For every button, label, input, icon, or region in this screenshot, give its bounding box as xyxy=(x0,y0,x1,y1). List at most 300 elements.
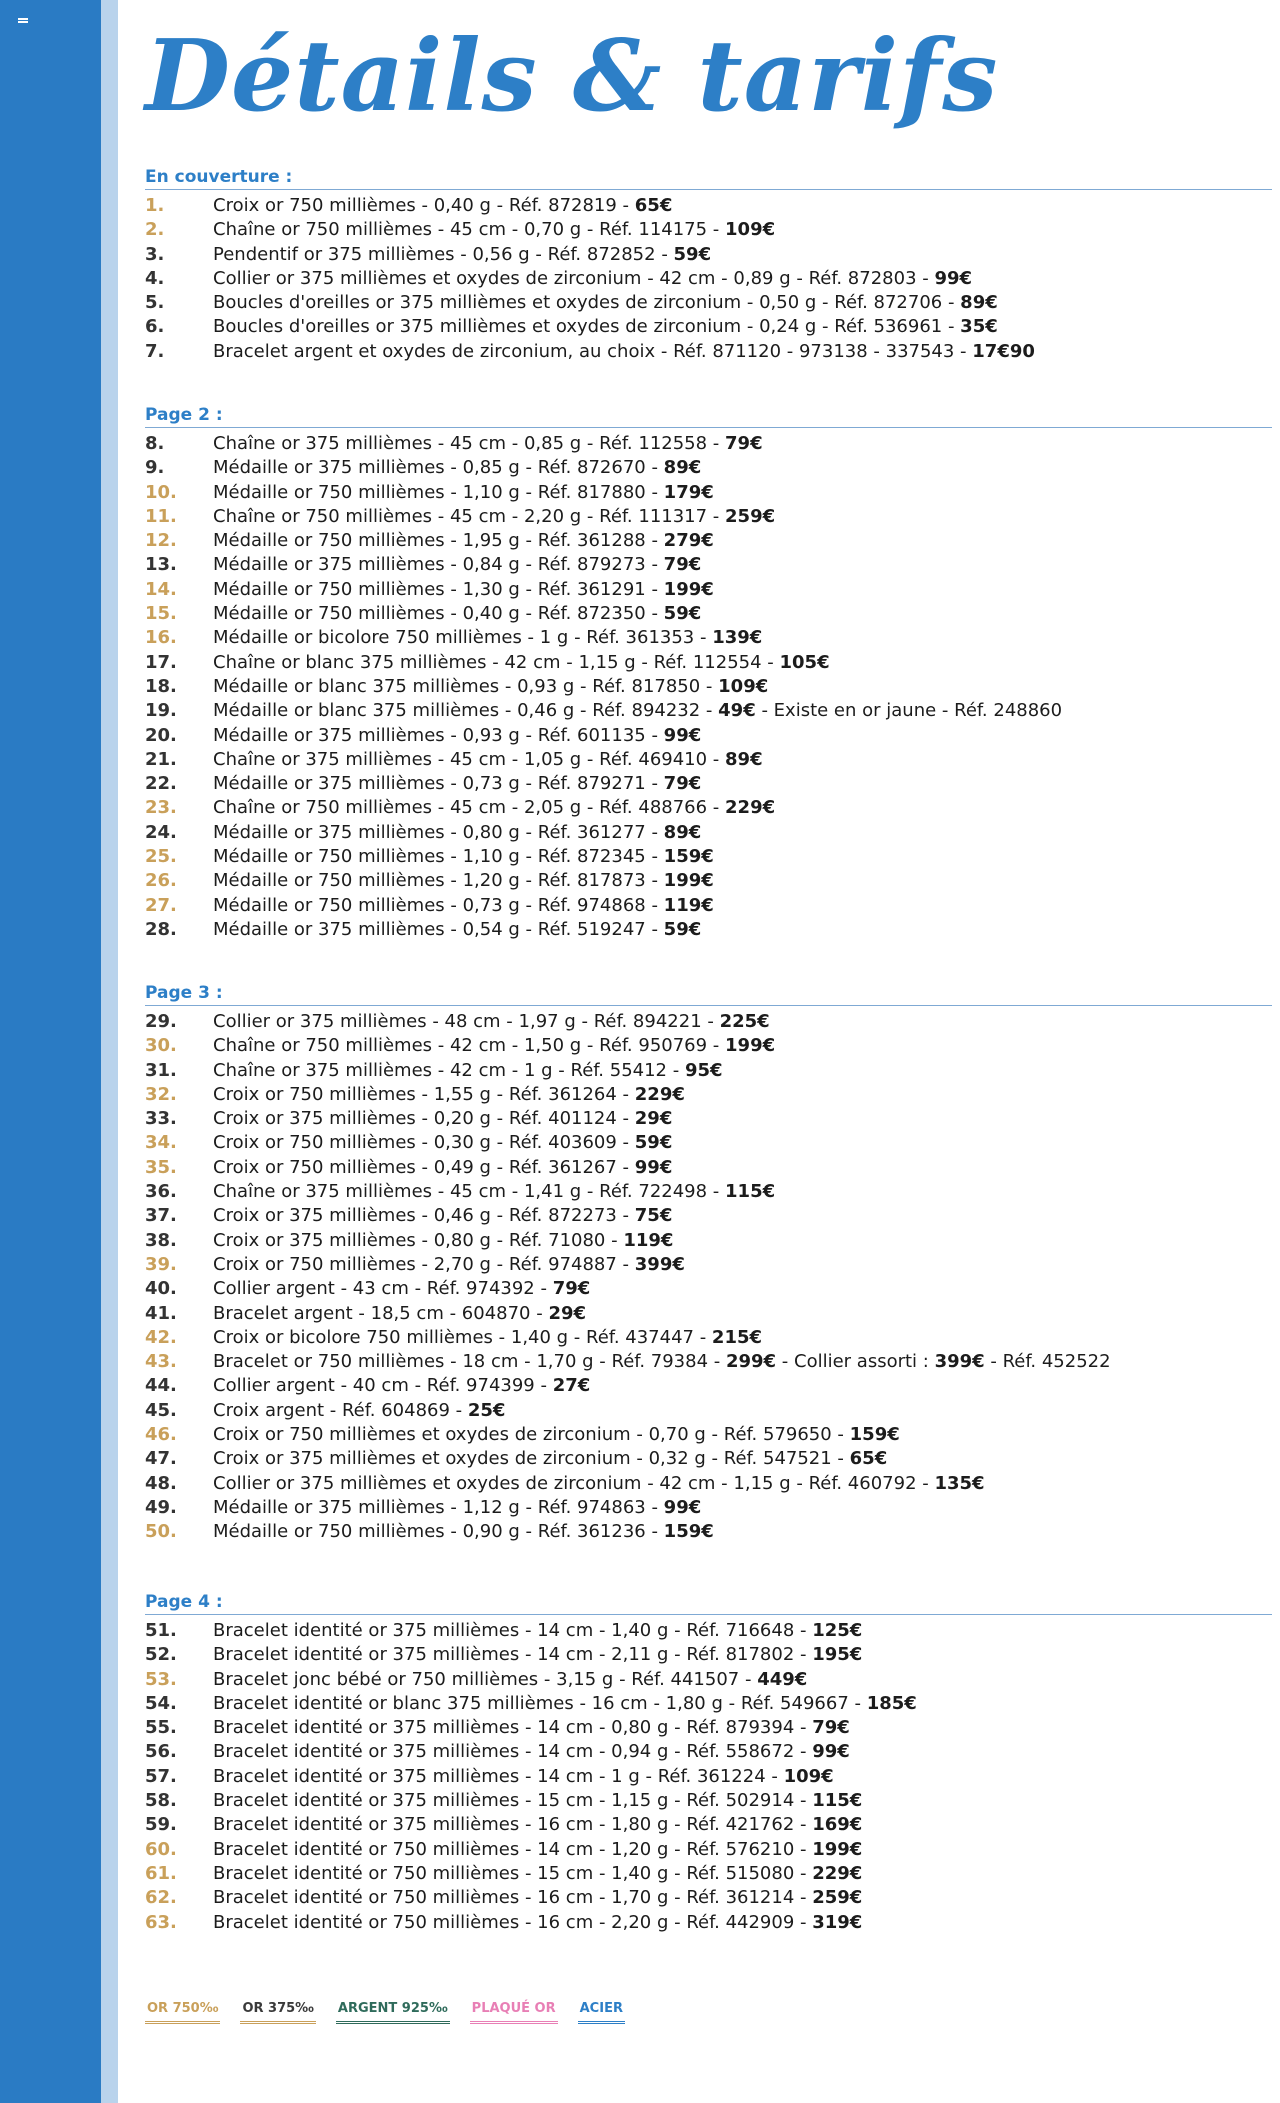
item-number: 58. xyxy=(145,1790,177,1812)
item-number: 48. xyxy=(145,1472,177,1494)
list-item xyxy=(145,1204,1272,1228)
item-number: 47. xyxy=(145,1448,177,1470)
list-item xyxy=(145,724,1272,748)
list-item xyxy=(145,1643,1272,1667)
item-text: Médaille or bicolore 750 millièmes - 1 g - Réf. 361353 - xyxy=(213,627,713,649)
item-description xyxy=(213,291,998,315)
item-text: Médaille or 750 millièmes - 1,10 g - Réf. 872345 - xyxy=(213,846,664,868)
item-description xyxy=(213,1813,862,1837)
item-price: 179€ xyxy=(663,481,714,503)
item-text: Médaille or 375 millièmes - 1,12 g - Réf. 974863 - xyxy=(213,1496,664,1518)
item-price: 225€ xyxy=(719,1011,770,1032)
item-number: 42. xyxy=(145,1326,177,1348)
item-price: 229€ xyxy=(634,1083,685,1105)
item-number: 57. xyxy=(145,1765,177,1787)
item-description xyxy=(213,1789,862,1813)
item-description xyxy=(213,481,714,505)
item-text: Croix or 375 millièmes - 0,46 g - Réf. 872273 - xyxy=(213,1205,635,1227)
item-description xyxy=(213,1668,807,1692)
item-number: 37. xyxy=(145,1205,177,1227)
item-text: Bracelet identité or 375 millièmes - 14 cm - 0,94 g - Réf. 558672 - xyxy=(213,1741,813,1763)
item-text: Bracelet identité or 375 millièmes - 16 cm - 1,80 g - Réf. 421762 - xyxy=(213,1814,813,1836)
list-item xyxy=(145,1472,1272,1496)
item-description xyxy=(213,1716,850,1740)
section-page-4 xyxy=(145,1591,1272,1935)
item-text: Médaille or 375 millièmes - 0,85 g - Réf. 872670 - xyxy=(213,457,664,479)
item-text: Chaîne or 750 millièmes - 45 cm - 2,20 g - Réf. 111317 - xyxy=(213,505,726,527)
item-text: Médaille or 375 millièmes - 0,73 g - Réf. 879271 - xyxy=(213,773,664,795)
item-number: 26. xyxy=(145,870,177,892)
item-text: Chaîne or blanc 375 millièmes - 42 cm - 1,15 g - Réf. 112554 - xyxy=(213,651,780,673)
item-number: 41. xyxy=(145,1302,177,1324)
item-text: Médaille or 750 millièmes - 1,95 g - Réf. 361288 - xyxy=(213,530,664,552)
item-number: 59. xyxy=(145,1814,177,1836)
item-text: Médaille or blanc 375 millièmes - 0,93 g - Réf. 817850 - xyxy=(213,675,719,697)
list-item xyxy=(145,1911,1272,1935)
item-text: Croix or 750 millièmes et oxydes de zirconium - 0,70 g - Réf. 579650 - xyxy=(213,1424,850,1446)
item-number: 35. xyxy=(145,1156,177,1178)
list-item xyxy=(145,1253,1272,1277)
item-text: Bracelet argent - 18,5 cm - 604870 - xyxy=(213,1302,549,1324)
list-item xyxy=(145,1423,1272,1447)
item-price: 29€ xyxy=(548,1302,587,1324)
item-number: 43. xyxy=(145,1351,177,1373)
list-item xyxy=(145,626,1272,650)
item-description xyxy=(213,194,672,218)
list-item xyxy=(145,796,1272,820)
item-text: Bracelet identité or 750 millièmes - 14 cm - 1,20 g - Réf. 576210 - xyxy=(213,1838,813,1860)
item-text: Croix or 750 millièmes - 1,55 g - Réf. 361264 - xyxy=(213,1083,635,1105)
item-number: 1. xyxy=(145,195,165,216)
item-price: 27€ xyxy=(552,1375,591,1397)
list-item xyxy=(145,553,1272,577)
list-item xyxy=(145,1083,1272,1107)
item-description xyxy=(213,772,701,796)
item-text: Collier argent - 40 cm - Réf. 974399 - xyxy=(213,1375,553,1397)
item-number: 29. xyxy=(145,1011,177,1032)
item-price: 229€ xyxy=(725,797,776,819)
item-price: 89€ xyxy=(960,292,998,314)
item-price: 115€ xyxy=(725,1181,776,1203)
item-number: 33. xyxy=(145,1108,177,1130)
item-description xyxy=(213,748,763,772)
item-number: 36. xyxy=(145,1181,177,1203)
item-text: Bracelet identité or 750 millièmes - 16 cm - 2,20 g - Réf. 442909 - xyxy=(213,1911,813,1933)
item-number: 23. xyxy=(145,797,177,819)
item-description xyxy=(213,724,701,748)
item-number: 50. xyxy=(145,1521,177,1543)
item-description xyxy=(213,1619,862,1643)
item-price: 65€ xyxy=(849,1448,888,1470)
item-number: 17. xyxy=(145,651,177,673)
item-description xyxy=(213,1253,685,1277)
legend-badge-or750: OR 750‰ xyxy=(145,1999,220,2024)
item-description xyxy=(213,699,1062,723)
item-text: Pendentif or 375 millièmes - 0,56 g - Réf. 872852 - xyxy=(213,243,674,265)
item-text: Médaille or 750 millièmes - 1,30 g - Réf. 361291 - xyxy=(213,578,664,600)
item-number: 15. xyxy=(145,603,177,625)
item-description xyxy=(213,1229,673,1253)
item-price: 199€ xyxy=(812,1838,863,1860)
section-page-2 xyxy=(145,404,1272,942)
item-price: 65€ xyxy=(634,195,673,216)
item-price: 259€ xyxy=(725,505,776,527)
item-text: Médaille or 750 millièmes - 1,20 g - Réf. 817873 - xyxy=(213,870,664,892)
item-extra-price: 399€ xyxy=(934,1351,985,1373)
item-price: 99€ xyxy=(663,724,702,746)
item-list xyxy=(145,432,1272,942)
item-text: Croix or 375 millièmes - 0,80 g - Réf. 71080 - xyxy=(213,1229,624,1251)
item-text: Croix or 750 millièmes - 0,30 g - Réf. 403609 - xyxy=(213,1132,635,1154)
item-price: 195€ xyxy=(812,1644,863,1666)
list-item xyxy=(145,1520,1272,1544)
item-price: 399€ xyxy=(634,1253,685,1275)
item-description xyxy=(213,1886,862,1910)
item-number: 20. xyxy=(145,724,177,746)
item-text: Chaîne or 750 millièmes - 42 cm - 1,50 g - Réf. 950769 - xyxy=(213,1035,726,1057)
item-text: Croix or 750 millièmes - 0,49 g - Réf. 361267 - xyxy=(213,1156,635,1178)
list-item xyxy=(145,267,1272,291)
item-description xyxy=(213,1862,862,1886)
item-number: 44. xyxy=(145,1375,177,1397)
list-item xyxy=(145,456,1272,480)
side-band xyxy=(0,0,101,2103)
item-price: 17€90 xyxy=(972,340,1035,362)
item-text: Médaille or 750 millièmes - 0,40 g - Réf. 872350 - xyxy=(213,603,664,625)
item-text: Chaîne or 375 millièmes - 45 cm - 1,41 g - Réf. 722498 - xyxy=(213,1181,726,1203)
legend-badge-argent: ARGENT 925‰ xyxy=(336,1999,450,2024)
item-price: 79€ xyxy=(663,554,702,576)
item-description xyxy=(213,651,830,675)
item-price: 109€ xyxy=(718,675,769,697)
item-description xyxy=(213,1131,672,1155)
item-price: 279€ xyxy=(663,530,714,552)
item-description xyxy=(213,340,1035,364)
item-number: 55. xyxy=(145,1717,177,1739)
list-item xyxy=(145,699,1272,723)
item-number: 49. xyxy=(145,1496,177,1518)
item-description xyxy=(213,1374,590,1398)
item-price: 259€ xyxy=(812,1887,863,1909)
item-text: Croix or 375 millièmes et oxydes de zirconium - 0,32 g - Réf. 547521 - xyxy=(213,1448,850,1470)
list-item xyxy=(145,772,1272,796)
item-description xyxy=(213,918,701,942)
item-number: 54. xyxy=(145,1692,177,1714)
list-item xyxy=(145,578,1272,602)
item-price: 105€ xyxy=(779,651,830,673)
item-price: 159€ xyxy=(663,1521,714,1543)
list-item xyxy=(145,1107,1272,1131)
item-number: 40. xyxy=(145,1278,177,1300)
list-item xyxy=(145,918,1272,942)
item-text: Chaîne or 375 millièmes - 45 cm - 0,85 g - Réf. 112558 - xyxy=(213,433,726,454)
item-price: 79€ xyxy=(812,1717,850,1739)
section-heading: Page 4 : xyxy=(145,1591,1272,1615)
list-item xyxy=(145,194,1272,218)
item-description xyxy=(213,626,762,650)
item-description xyxy=(213,1302,586,1326)
item-description xyxy=(213,315,998,339)
item-text: Bracelet identité or 375 millièmes - 14 cm - 0,80 g - Réf. 879394 - xyxy=(213,1717,813,1739)
item-text: Bracelet identité or 375 millièmes - 15 cm - 1,15 g - Réf. 502914 - xyxy=(213,1790,813,1812)
item-text: Médaille or 375 millièmes - 0,54 g - Réf. 519247 - xyxy=(213,918,664,940)
item-description xyxy=(213,578,714,602)
item-number: 51. xyxy=(145,1620,177,1641)
item-text: Bracelet identité or 375 millièmes - 14 cm - 2,11 g - Réf. 817802 - xyxy=(213,1644,813,1666)
item-price: 79€ xyxy=(552,1278,591,1300)
item-price: 35€ xyxy=(960,316,998,338)
item-description xyxy=(213,1326,762,1350)
item-number: 52. xyxy=(145,1644,177,1666)
item-price: 99€ xyxy=(934,267,973,289)
item-price: 159€ xyxy=(663,846,714,868)
page-title: Détails & tarifs xyxy=(145,19,999,134)
item-number: 7. xyxy=(145,340,165,362)
item-description xyxy=(213,894,714,918)
item-description xyxy=(213,1765,834,1789)
list-item xyxy=(145,1740,1272,1764)
legend-badge-or375: OR 375‰ xyxy=(240,1999,315,2024)
item-number: 24. xyxy=(145,821,177,843)
item-text: Chaîne or 375 millièmes - 42 cm - 1 g - Réf. 55412 - xyxy=(213,1059,685,1081)
list-item xyxy=(145,505,1272,529)
item-description xyxy=(213,553,701,577)
item-description xyxy=(213,1447,887,1471)
item-text: Bracelet argent et oxydes de zirconium, au choix - Réf. 871120 - 973138 - 337543 - xyxy=(213,340,973,362)
section-heading: Page 2 : xyxy=(145,404,1272,428)
item-text: Boucles d'oreilles or 375 millièmes et oxydes de zirconium - 0,24 g - Réf. 536961 - xyxy=(213,316,961,338)
item-list xyxy=(145,1619,1272,1935)
item-text: Croix or 375 millièmes - 0,20 g - Réf. 401124 - xyxy=(213,1108,635,1130)
item-text: Chaîne or 750 millièmes - 45 cm - 0,70 g - Réf. 114175 - xyxy=(213,219,726,241)
item-number: 22. xyxy=(145,773,177,795)
item-description xyxy=(213,243,711,267)
item-number: 21. xyxy=(145,748,177,770)
list-item xyxy=(145,1862,1272,1886)
item-number: 63. xyxy=(145,1911,177,1933)
item-text: Collier or 375 millièmes - 48 cm - 1,97 g - Réf. 894221 - xyxy=(213,1011,720,1032)
item-text: Bracelet jonc bébé or 750 millièmes - 3,15 g - Réf. 441507 - xyxy=(213,1668,758,1690)
list-item xyxy=(145,1886,1272,1910)
item-description xyxy=(213,821,701,845)
metal-legend xyxy=(145,1999,645,2027)
item-price: 449€ xyxy=(757,1668,808,1690)
item-description xyxy=(213,1423,900,1447)
item-number: 56. xyxy=(145,1741,177,1763)
list-item xyxy=(145,1447,1272,1471)
list-item xyxy=(145,1156,1272,1180)
item-description xyxy=(213,675,768,699)
item-price: 79€ xyxy=(663,773,702,795)
item-text: Boucles d'oreilles or 375 millièmes et oxydes de zirconium - 0,50 g - Réf. 872706 - xyxy=(213,292,961,314)
item-description xyxy=(213,1472,985,1496)
list-item xyxy=(145,340,1272,364)
item-price: 299€ xyxy=(725,1351,777,1373)
item-description xyxy=(213,1156,672,1180)
item-text: Croix argent - Réf. 604869 - xyxy=(213,1399,468,1421)
item-number: 19. xyxy=(145,700,177,722)
list-item xyxy=(145,218,1272,242)
item-price: 99€ xyxy=(812,1741,850,1763)
item-text: Collier argent - 43 cm - Réf. 974392 - xyxy=(213,1278,553,1300)
item-text: Médaille or 750 millièmes - 0,73 g - Réf. 974868 - xyxy=(213,894,664,916)
item-description xyxy=(213,1277,590,1301)
item-extra-text: - Réf. 452522 xyxy=(984,1351,1111,1373)
item-price: 115€ xyxy=(812,1790,863,1812)
item-price: 109€ xyxy=(783,1765,834,1787)
list-item xyxy=(145,1229,1272,1253)
list-item xyxy=(145,1765,1272,1789)
item-description xyxy=(213,1180,775,1204)
item-description xyxy=(213,1911,862,1935)
legend-badge-plaque: PLAQUÉ OR xyxy=(470,1999,558,2024)
item-number: 46. xyxy=(145,1424,177,1446)
item-number: 32. xyxy=(145,1083,177,1105)
item-number: 2. xyxy=(145,219,165,241)
list-item xyxy=(145,1180,1272,1204)
item-description xyxy=(213,1350,1111,1374)
list-item xyxy=(145,1374,1272,1398)
item-description xyxy=(213,267,972,291)
item-price: 185€ xyxy=(866,1692,917,1714)
item-text: Chaîne or 750 millièmes - 45 cm - 2,05 g - Réf. 488766 - xyxy=(213,797,726,819)
item-number: 10. xyxy=(145,481,177,503)
item-text: Bracelet identité or 375 millièmes - 14 cm - 1 g - Réf. 361224 - xyxy=(213,1765,784,1787)
item-text: Médaille or 375 millièmes - 0,84 g - Réf. 879273 - xyxy=(213,554,664,576)
item-price: 125€ xyxy=(812,1620,863,1641)
item-price: 319€ xyxy=(812,1911,863,1933)
list-item xyxy=(145,1350,1272,1374)
item-description xyxy=(213,845,714,869)
item-price: 59€ xyxy=(663,603,702,625)
item-price: 89€ xyxy=(663,821,702,843)
item-text: Bracelet identité or 750 millièmes - 15 cm - 1,40 g - Réf. 515080 - xyxy=(213,1862,813,1884)
item-price: 95€ xyxy=(684,1059,723,1081)
item-number: 5. xyxy=(145,292,165,314)
item-description xyxy=(213,432,763,456)
item-number: 18. xyxy=(145,675,177,697)
list-item xyxy=(145,1692,1272,1716)
item-price: 89€ xyxy=(663,457,702,479)
section-page-3 xyxy=(145,982,1272,1545)
list-item xyxy=(145,602,1272,626)
item-number: 8. xyxy=(145,433,165,454)
list-item xyxy=(145,1302,1272,1326)
item-number: 11. xyxy=(145,505,177,527)
section-cover xyxy=(145,166,1272,364)
item-text: Médaille or 750 millièmes - 0,90 g - Réf. 361236 - xyxy=(213,1521,664,1543)
item-number: 39. xyxy=(145,1253,177,1275)
item-price: 99€ xyxy=(663,1496,702,1518)
list-item xyxy=(145,869,1272,893)
item-number: 13. xyxy=(145,554,177,576)
item-text: Chaîne or 375 millièmes - 45 cm - 1,05 g - Réf. 469410 - xyxy=(213,748,726,770)
item-number: 62. xyxy=(145,1887,177,1909)
item-price: 25€ xyxy=(467,1399,506,1421)
item-price: 59€ xyxy=(663,918,702,940)
item-number: 61. xyxy=(145,1862,177,1884)
item-description xyxy=(213,1740,850,1764)
item-price: 59€ xyxy=(673,243,712,265)
menu-icon[interactable] xyxy=(18,18,28,25)
item-description xyxy=(213,1692,917,1716)
list-item xyxy=(145,1838,1272,1862)
item-price: 29€ xyxy=(634,1108,673,1130)
list-item xyxy=(145,291,1272,315)
list-item xyxy=(145,1059,1272,1083)
item-number: 3. xyxy=(145,243,165,265)
item-price: 119€ xyxy=(623,1229,674,1251)
list-item xyxy=(145,432,1272,456)
section-heading: Page 3 : xyxy=(145,982,1272,1006)
item-price: 89€ xyxy=(725,748,763,770)
item-price: 159€ xyxy=(849,1424,900,1446)
item-description xyxy=(213,1520,714,1544)
list-item xyxy=(145,1789,1272,1813)
item-text: Croix or 750 millièmes - 0,40 g - Réf. 872819 - xyxy=(213,195,635,216)
item-text: Croix or 750 millièmes - 2,70 g - Réf. 974887 - xyxy=(213,1253,635,1275)
list-item xyxy=(145,1010,1272,1034)
item-description xyxy=(213,218,775,242)
list-item xyxy=(145,651,1272,675)
item-description xyxy=(213,1083,685,1107)
item-number: 38. xyxy=(145,1229,177,1251)
item-price: 75€ xyxy=(634,1205,673,1227)
item-description xyxy=(213,796,775,820)
item-description xyxy=(213,456,701,480)
item-description xyxy=(213,1399,505,1423)
item-number: 53. xyxy=(145,1668,177,1690)
item-number: 12. xyxy=(145,530,177,552)
item-description xyxy=(213,529,714,553)
item-price: 49€ xyxy=(718,700,756,722)
list-item xyxy=(145,1813,1272,1837)
item-number: 45. xyxy=(145,1399,177,1421)
item-price: 99€ xyxy=(634,1156,673,1178)
section-heading: En couverture : xyxy=(145,166,1272,190)
item-description xyxy=(213,1059,723,1083)
list-item xyxy=(145,748,1272,772)
list-item xyxy=(145,529,1272,553)
item-price: 109€ xyxy=(725,219,776,241)
item-description xyxy=(213,1838,862,1862)
item-text: Médaille or blanc 375 millièmes - 0,46 g - Réf. 894232 - xyxy=(213,700,719,722)
item-text: Collier or 375 millièmes et oxydes de zirconium - 42 cm - 1,15 g - Réf. 460792 - xyxy=(213,1472,935,1494)
item-text: Bracelet identité or 750 millièmes - 16 cm - 1,70 g - Réf. 361214 - xyxy=(213,1887,813,1909)
item-price: 139€ xyxy=(712,627,763,649)
item-number: 16. xyxy=(145,627,177,649)
item-price: 199€ xyxy=(663,578,714,600)
list-item xyxy=(145,481,1272,505)
list-item xyxy=(145,894,1272,918)
item-description xyxy=(213,1107,672,1131)
item-extra-text: - Collier assorti : xyxy=(776,1351,935,1373)
list-item xyxy=(145,1668,1272,1692)
item-number: 27. xyxy=(145,894,177,916)
item-list xyxy=(145,1010,1272,1545)
list-item xyxy=(145,315,1272,339)
item-price: 119€ xyxy=(663,894,714,916)
list-item xyxy=(145,1716,1272,1740)
item-price: 135€ xyxy=(934,1472,985,1494)
item-text: Collier or 375 millièmes et oxydes de zirconium - 42 cm - 0,89 g - Réf. 872803 - xyxy=(213,267,935,289)
list-item xyxy=(145,821,1272,845)
item-price: 79€ xyxy=(725,433,763,454)
item-number: 25. xyxy=(145,846,177,868)
item-number: 4. xyxy=(145,267,165,289)
item-text: Croix or bicolore 750 millièmes - 1,40 g - Réf. 437447 - xyxy=(213,1326,712,1348)
list-item xyxy=(145,675,1272,699)
